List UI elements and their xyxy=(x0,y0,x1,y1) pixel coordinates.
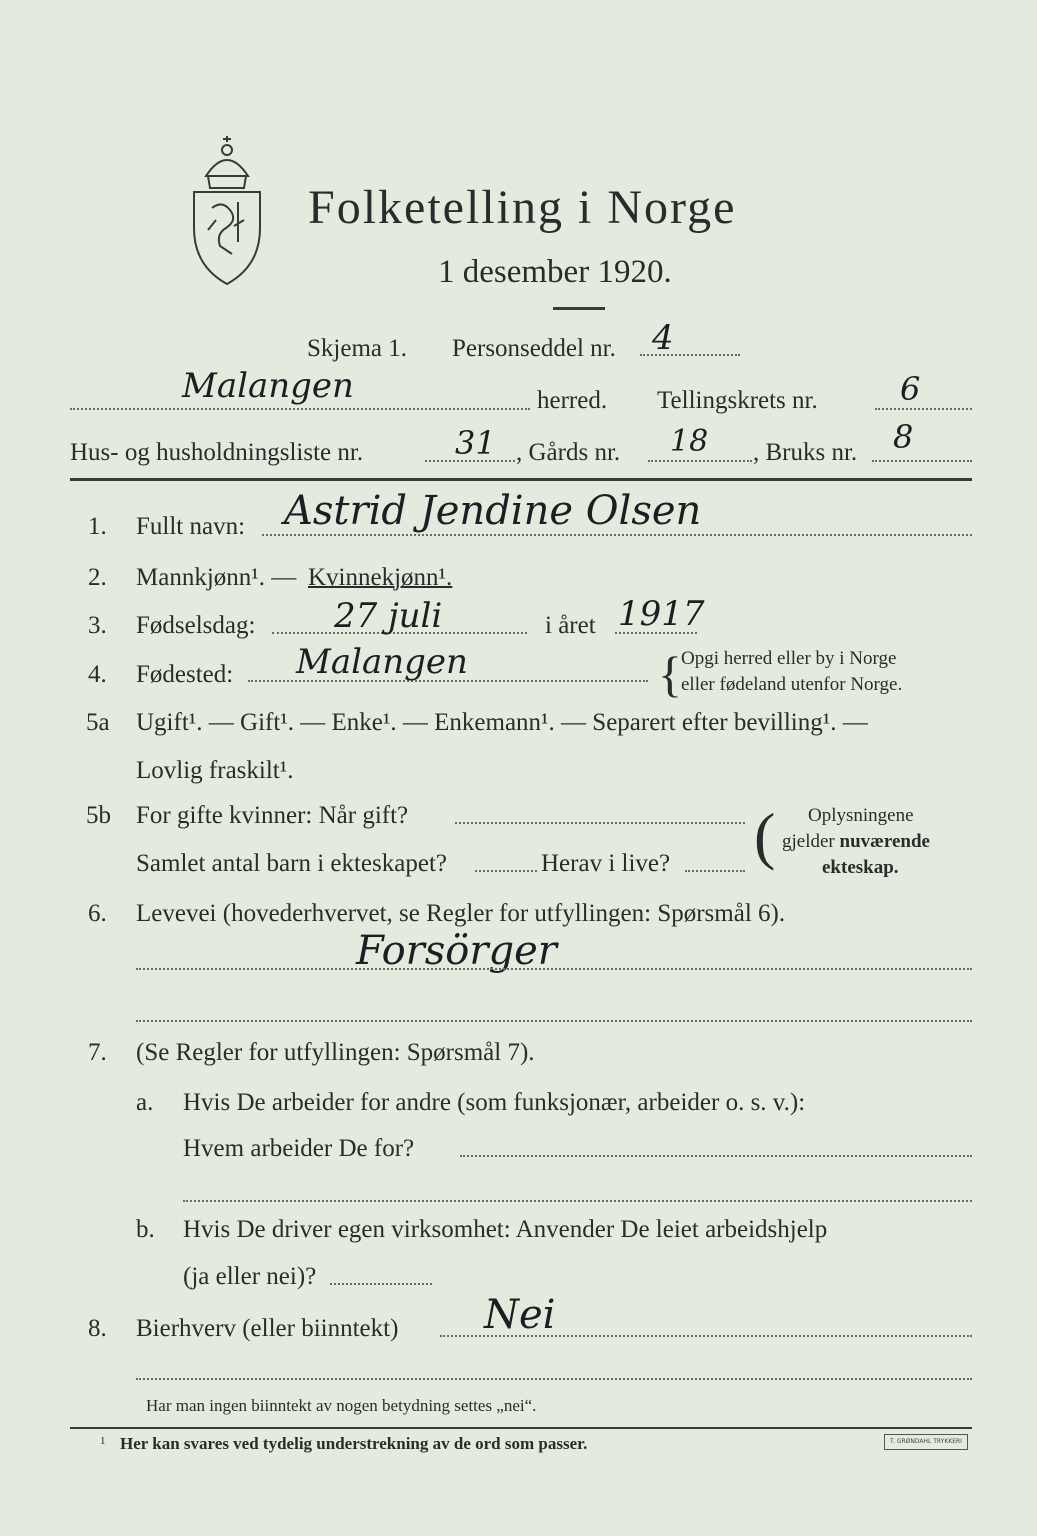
q5b-number: 5b xyxy=(86,802,111,829)
q7a-line xyxy=(460,1155,972,1157)
coat-of-arms-icon xyxy=(186,136,268,286)
q3-number: 3. xyxy=(88,612,107,639)
q7b-line1: Hvis De driver egen virksomhet: Anvender De leiet arbeidshjelp xyxy=(183,1216,828,1243)
q5a-line1: Ugift¹. — Gift¹. — Enke¹. — Enkemann¹. — Separert efter bevilling¹. — xyxy=(136,709,868,736)
gards-line xyxy=(648,460,752,462)
q8-extra-line xyxy=(136,1378,972,1380)
tellingskrets-label: Tellingskrets nr. xyxy=(657,387,818,414)
q5b-married-line xyxy=(455,822,745,824)
herred-line xyxy=(70,408,530,410)
bruks-label: , Bruks nr. xyxy=(753,439,858,466)
q4-brace: { xyxy=(658,646,682,702)
q7-label: (Se Regler for utfyllingen: Spørsmål 7). xyxy=(136,1039,535,1066)
q3-year-label: i året xyxy=(545,612,596,639)
q4-number: 4. xyxy=(88,661,107,688)
q1-full-name: Astrid Jendine Olsen xyxy=(284,488,702,534)
title-divider xyxy=(553,307,605,310)
q7a-letter: a. xyxy=(136,1089,154,1116)
q5a-line2: Lovlig fraskilt¹. xyxy=(136,757,294,784)
q5b-line1: For gifte kvinner: Når gift? xyxy=(136,802,409,829)
q5b-note-line2: gjelder nuværende xyxy=(782,831,930,852)
q3-label: Fødselsdag: xyxy=(136,612,256,639)
q2-number: 2. xyxy=(88,564,107,591)
q6-line2 xyxy=(136,1020,972,1022)
q6-number: 6. xyxy=(88,900,107,927)
q6-line1 xyxy=(136,968,972,970)
q5b-note-line1: Oplysningene xyxy=(808,805,914,826)
q7a-extra-line xyxy=(183,1200,972,1202)
q1-label: Fullt navn: xyxy=(136,513,246,540)
q7-number: 7. xyxy=(88,1039,107,1066)
q1-number: 1. xyxy=(88,513,107,540)
q4-label: Fødested: xyxy=(136,661,234,688)
gards-value: 18 xyxy=(670,424,709,459)
q7a-line2: Hvem arbeider De for? xyxy=(183,1135,415,1162)
tellingskrets-value: 6 xyxy=(900,370,921,408)
hus-value: 31 xyxy=(455,424,496,462)
q5b-bracket: ( xyxy=(754,800,776,871)
footnote-text: Her kan svares ved tydelig understrekning av de ord som passer. xyxy=(120,1434,588,1453)
skjema-label: Skjema 1. xyxy=(307,335,407,362)
q8-number: 8. xyxy=(88,1315,107,1342)
q5b-alive-line xyxy=(685,870,745,872)
q1-line xyxy=(262,534,972,536)
footer-divider xyxy=(70,1427,972,1429)
footnote-mark: 1 xyxy=(100,1435,106,1447)
bruks-line xyxy=(872,460,972,462)
q4-birthplace: Malangen xyxy=(296,642,468,682)
q4-note-line1: Opgi herred eller by i Norge xyxy=(681,648,897,669)
q3-year-value: 1917 xyxy=(618,594,705,634)
q5a-number: 5a xyxy=(86,709,110,736)
q8-label: Bierhverv (eller biinntekt) xyxy=(136,1315,399,1342)
q7b-line xyxy=(330,1283,432,1285)
q6-label: Levevei (hovederhvervet, se Regler for utfyllingen: Spørsmål 6). xyxy=(136,900,786,927)
q4-note-line2: eller fødeland utenfor Norge. xyxy=(681,674,903,695)
census-date: 1 desember 1920. xyxy=(438,254,672,290)
personseddel-label: Personseddel nr. xyxy=(452,335,616,362)
hus-label: Hus- og husholdningsliste nr. xyxy=(70,439,364,466)
q3-birthday: 27 juli xyxy=(334,596,443,636)
footer-note: Har man ingen biinntekt av nogen betydning settes „nei“. xyxy=(146,1396,537,1415)
header-divider xyxy=(70,478,972,481)
gards-label: , Gårds nr. xyxy=(516,439,621,466)
q8-value: Nei xyxy=(484,1292,556,1338)
q7b-line2: (ja eller nei)? xyxy=(183,1263,317,1290)
bruks-value: 8 xyxy=(893,418,914,456)
q2-selected-option: Kvinnekjønn¹. xyxy=(308,564,453,591)
q5b-children-label: Samlet antal barn i ekteskapet? xyxy=(136,850,447,877)
q7a-line1: Hvis De arbeider for andre (som funksjonær, arbeider o. s. v.): xyxy=(183,1089,806,1116)
herred-label: herred. xyxy=(537,387,608,414)
q7b-letter: b. xyxy=(136,1216,155,1243)
q6-occupation: Forsörger xyxy=(356,928,557,974)
q5b-children-line xyxy=(475,870,537,872)
q5b-note-line3: ekteskap. xyxy=(822,857,899,878)
q2-label: Mannkjønn¹. — xyxy=(136,564,297,591)
herred-value: Malangen xyxy=(182,366,354,406)
printer-stamp: T. GRØNDAHL TRYKKERI xyxy=(884,1434,968,1450)
form-title: Folketelling i Norge xyxy=(308,181,737,234)
personseddel-value: 4 xyxy=(652,318,674,358)
q5b-alive-label: Herav i live? xyxy=(541,850,671,877)
tellingskrets-line xyxy=(875,408,972,410)
